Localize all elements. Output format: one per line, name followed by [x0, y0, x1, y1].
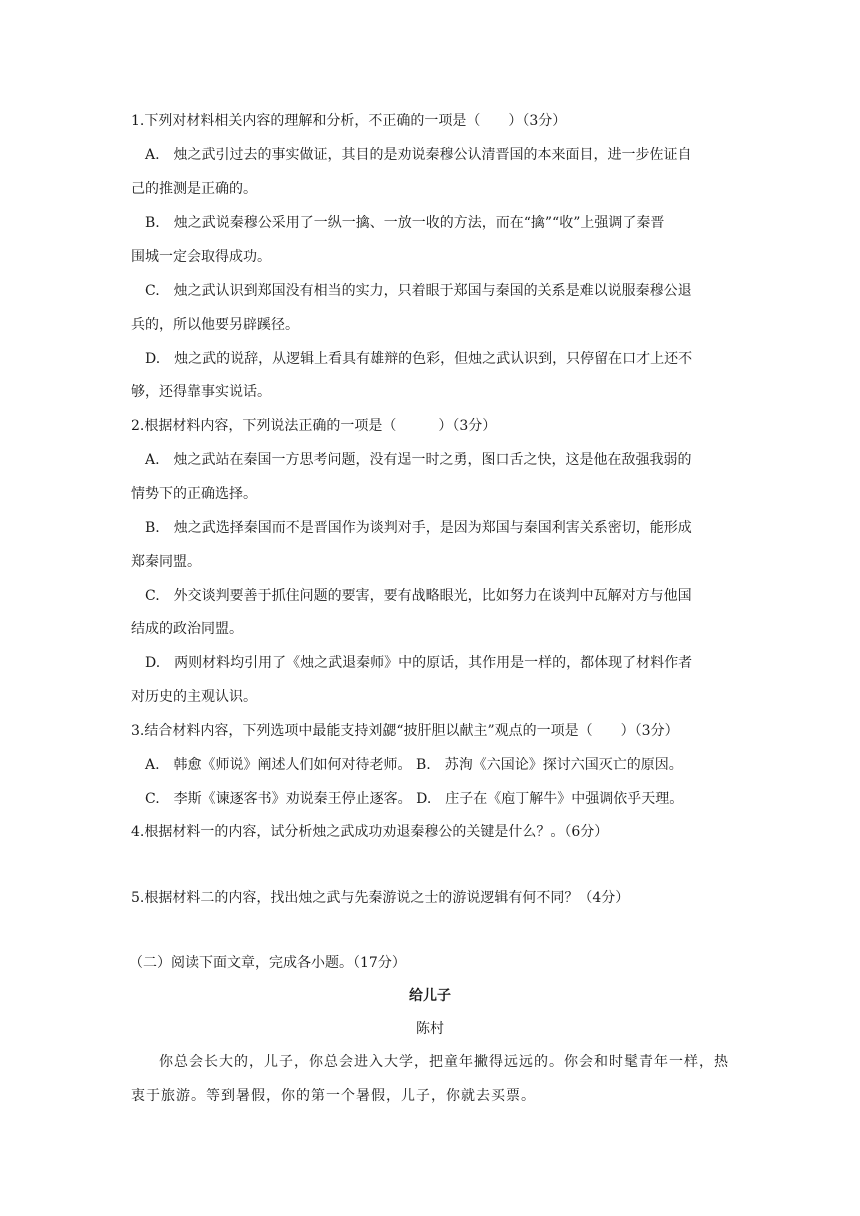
q2-option-a-line1: A. 烛之武站在秦国一方思考问题，没有逞一时之勇，图口舌之快，这是他在敌强我弱的 — [145, 452, 692, 468]
article-paragraph-1-line1: 你总会长大的，儿子，你总会进入大学，把童年撇得远远的。你会和时髦青年一样，热 — [159, 1054, 729, 1070]
question-3-stem: 3.结合材料内容，下列选项中最能支持刘勰“披肝胆以献主”观点的一项是（ ）（3分） — [131, 723, 679, 739]
article-title: 给儿子 — [409, 988, 451, 1004]
q2-option-c-line1: C. 外交谈判要善于抓住问题的要害，要有战略眼光，比如努力在谈判中瓦解对方与他国 — [145, 588, 692, 604]
q2-option-d-line1: D. 两则材料均引用了《烛之武退秦师》中的原话，其作用是一样的，都体现了材料作者 — [145, 655, 693, 671]
q1-option-d-line2: 够，还得靠事实说话。 — [131, 384, 271, 400]
question-2-stem: 2.根据材料内容，下列说法正确的一项是（ ）（3分） — [131, 418, 497, 434]
section-2-heading: （二）阅读下面文章，完成各小题。（17分） — [129, 955, 406, 971]
q2-option-b-line2: 郑秦同盟。 — [131, 554, 201, 570]
question-5-stem: 5.根据材料二的内容，找出烛之武与先秦游说之士的游说逻辑有何不同？（4分） — [131, 890, 630, 906]
q1-option-c-line2: 兵的，所以他要另辟蹊径。 — [131, 317, 299, 333]
q1-option-d-line1: D. 烛之武的说辞，从逻辑上看具有雄辩的色彩，但烛之武认识到，只停留在口才上还不 — [145, 351, 693, 367]
q3-options-row-1: A. 韩愈《师说》阐述人们如何对待老师。 B. 苏洵《六国论》探讨六国灭亡的原因。 — [145, 757, 683, 773]
q2-option-c-line2: 结成的政治同盟。 — [131, 621, 243, 637]
q2-option-a-line2: 情势下的正确选择。 — [131, 486, 257, 502]
q1-option-b-line1: B. 烛之武说秦穆公采用了一纵一擒、一放一收的方法，而在“擒”“收”上强调了秦晋 — [145, 215, 665, 231]
q2-option-b-line1: B. 烛之武选择秦国而不是晋国作为谈判对手，是因为郑国与秦国利害关系密切，能形成 — [145, 520, 692, 536]
article-paragraph-1-line2: 衷于旅游。等到暑假，你的第一个暑假，儿子，你就去买票。 — [131, 1088, 536, 1104]
q1-option-a-line2: 己的推测是正确的。 — [131, 181, 257, 197]
article-author: 陈村 — [416, 1021, 444, 1037]
question-4-stem: 4.根据材料一的内容，试分析烛之武成功劝退秦穆公的关键是什么？。（6分） — [131, 824, 609, 840]
q3-options-row-2: C. 李斯《谏逐客书》劝说秦王停止逐客。 D. 庄子在《庖丁解牛》中强调依乎天理。 — [145, 791, 684, 807]
q2-option-d-line2: 对历史的主观认识。 — [131, 689, 257, 705]
question-1-stem: 1.下列对材料相关内容的理解和分析，不正确的一项是（ ）（3分） — [131, 113, 567, 129]
q1-option-c-line1: C. 烛之武认识到郑国没有相当的实力，只着眼于郑国与秦国的关系是难以说服秦穆公退 — [145, 283, 692, 299]
q1-option-a-line1: A. 烛之武引过去的事实做证，其目的是劝说秦穆公认清晋国的本来面目，进一步佐证自 — [145, 147, 692, 163]
q1-option-b-line2: 围城一定会取得成功。 — [131, 249, 271, 265]
